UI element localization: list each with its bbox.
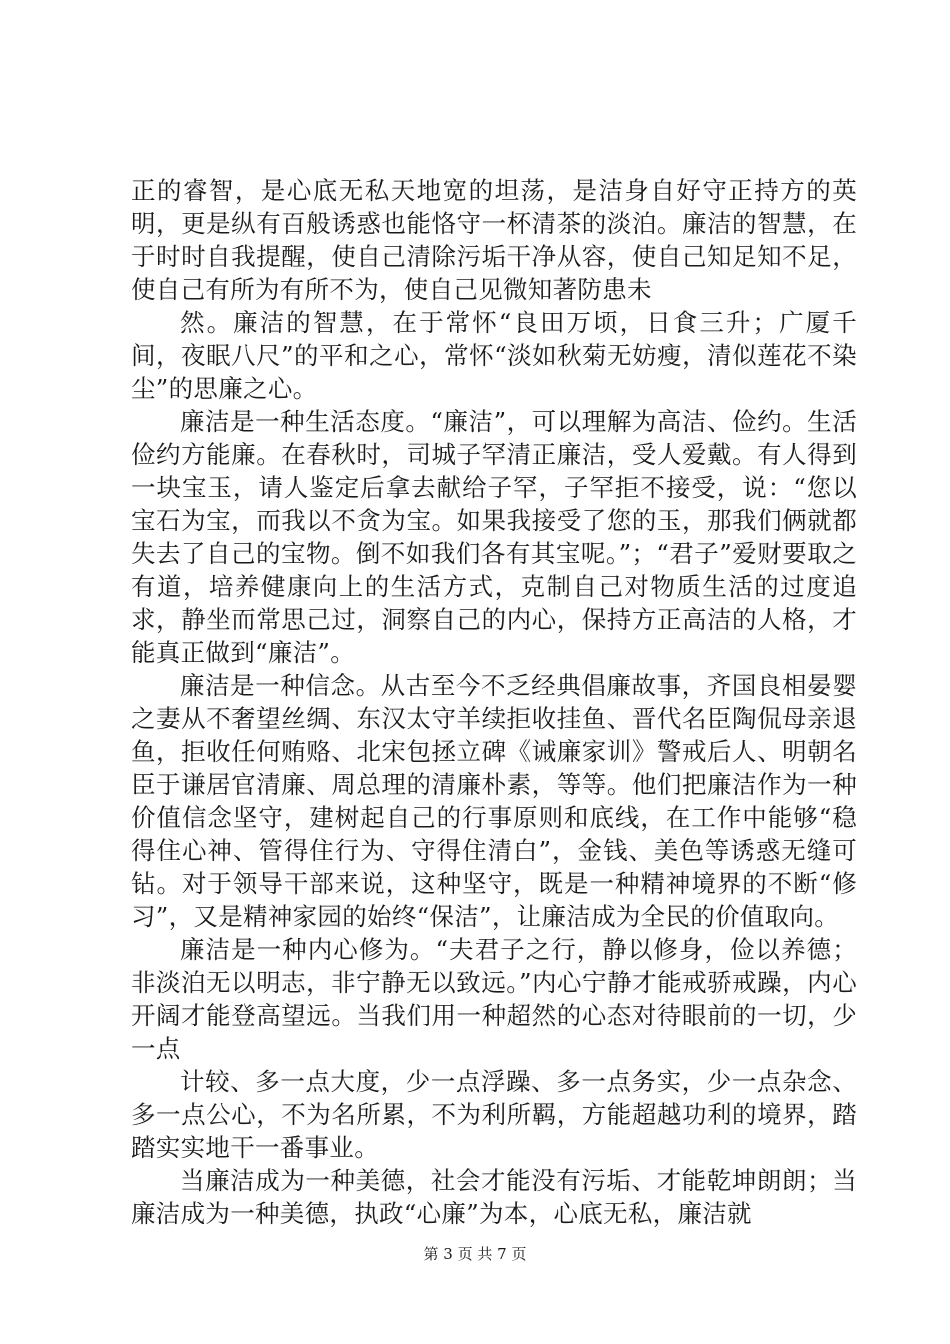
paragraph-virtue: 当廉洁成为一种美德，社会才能没有污垢、才能乾坤朗朗；当廉洁成为一种美德，执政“心廉”为本，心底无私，廉洁就: [131, 1166, 857, 1228]
paragraph-inner-cultivation: 廉洁是一种内心修为。“夫君子之行，静以修身，俭以养德；非淡泊无以明志，非宁静无以致远。”内心宁静才能戒骄戒躁，内心开阔才能登高望远。当我们用一种超然的心态对待眼前的一切，少一点: [131, 935, 857, 1063]
paragraph-life-attitude: 廉洁是一种生活态度。“廉洁”，可以理解为高洁、俭约。生活俭约方能廉。在春秋时，司城子罕清正廉洁，受人爱戴。有人得到一块宝玉，请人鉴定后拿去献给子罕，子罕拒不接受，说：“您以宝石为宝，而我以不贪为宝。如果我接受了您的玉，那我们俩就都失去了自己的宝物。倒不如我们各有其宝呢。”；“君子”爱财要取之有道，培养健康向上的生活方式，克制自己对物质生活的过度追求，静坐而常思己过，洞察自己的内心，保持方正高洁的人格，才能真正做到“廉洁”。: [131, 407, 857, 667]
paragraph-inner-cultivation-continued: 计较、多一点大度，少一点浮躁、多一点务实，少一点杂念、多一点公心，不为名所累，不为利所羁，方能超越功利的境界，踏踏实实地干一番事业。: [131, 1067, 857, 1162]
paragraph-belief: 廉洁是一种信念。从古至今不乏经典倡廉故事，齐国良相晏婴之妻从不奢望丝绸、东汉太守羊续拒收挂鱼、晋代名臣陶侃母亲退鱼，拒收任何贿赂、北宋包拯立碑《诫廉家训》警戒后人、明朝名臣于谦居官清廉、周总理的清廉朴素，等等。他们把廉洁作为一种价值信念坚守，建树起自己的行事原则和底线，在工作中能够“稳得住心神、管得住行为、守得住清白”，金钱、美色等诱惑无缝可钻。对于领导干部来说，这种坚守，既是一种精神境界的不断“修习”，又是精神家园的始终“保洁”，让廉洁成为全民的价值取向。: [131, 671, 857, 931]
document-body: [131, 174, 857, 1230]
page-number-footer: 第 3 页 共 7 页: [423, 1245, 527, 1263]
paragraph-wisdom-end: 然。廉洁的智慧，在于常怀“良田万顷，日食三升；广厦千间，夜眠八尺”的平和之心，常怀“淡如秋菊无妨瘦，清似莲花不染尘”的思廉之心。: [131, 308, 857, 403]
paragraph-wisdom-continued: 正的睿智，是心底无私天地宽的坦荡，是洁身自好守正持方的英明，更是纵有百般诱惑也能恪守一杯清茶的淡泊。廉洁的智慧，在于时时自我提醒，使自己清除污垢干净从容，使自己知足知不足，使自己有所为有所不为，使自己见微知著防患未: [131, 176, 857, 304]
